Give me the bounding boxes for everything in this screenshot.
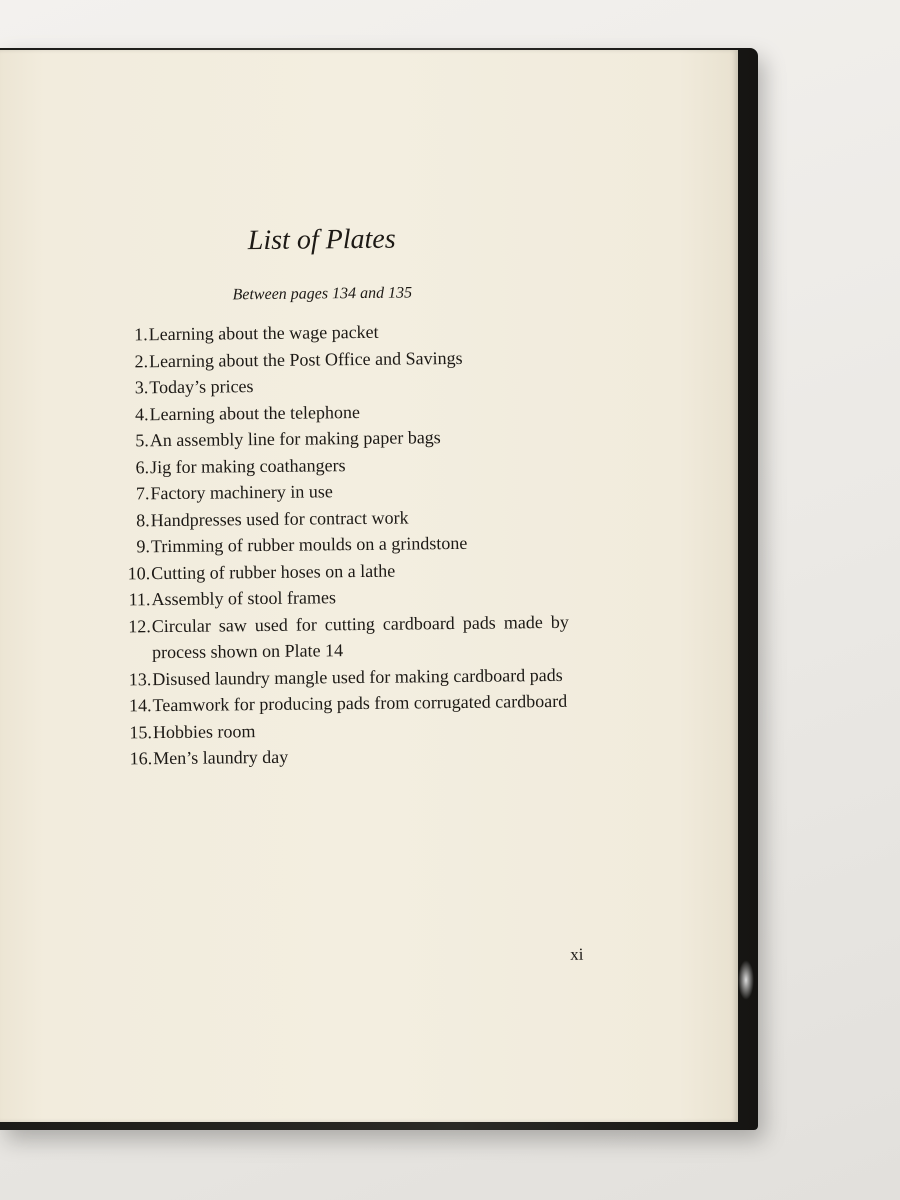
- plate-number: 15.: [129, 721, 152, 742]
- plate-caption: Learning about the wage packet: [148, 321, 379, 345]
- plate-item: [120, 741, 570, 772]
- plate-number: 8.: [136, 509, 150, 530]
- plates-list: [116, 317, 571, 772]
- plate-caption: Learning about the telephone: [149, 401, 361, 424]
- plate-caption: Jig for making coathangers: [150, 454, 346, 477]
- plate-number: 13.: [128, 668, 152, 689]
- page-content: [0, 46, 744, 1126]
- plate-number: 5.: [135, 430, 149, 451]
- plate-caption: Hobbies room: [152, 720, 256, 742]
- plate-number: 1.: [134, 324, 148, 345]
- plate-caption: An assembly line for making paper bags: [149, 427, 441, 451]
- plate-caption: Assembly of stool frames: [151, 587, 337, 610]
- plate-caption: Today’s prices: [149, 376, 254, 398]
- plate-number: 9.: [136, 536, 151, 557]
- plate-number: 6.: [135, 456, 150, 477]
- plate-number: 12.: [128, 615, 151, 636]
- page-subtitle: Between pages 134 and 135: [232, 284, 413, 304]
- plate-caption: Circular saw used for cutting cardboard pads made by process shown on Plate 14: [151, 611, 569, 663]
- plate-caption: Factory machinery in use: [150, 481, 333, 504]
- plate-caption: Teamwork for producing pads from corrugated cardboard: [152, 690, 568, 716]
- plate-number: 14.: [129, 695, 152, 716]
- plate-caption: Learning about the Post Office and Savings: [148, 347, 463, 371]
- page-number: xi: [570, 944, 584, 964]
- plate-caption: Cutting of rubber hoses on a lathe: [151, 560, 396, 583]
- book-page: [0, 50, 738, 1122]
- plate-number: 10.: [127, 562, 151, 583]
- plate-caption: Disused laundry mangle used for making cardboard pads: [152, 664, 563, 689]
- plate-caption: Trimming of rubber moulds on a grindstone: [150, 532, 468, 557]
- plate-number: 16.: [129, 748, 153, 769]
- plate-number: 2.: [134, 350, 149, 371]
- plate-caption: Men’s laundry day: [153, 746, 289, 769]
- plate-number: 11.: [128, 589, 151, 610]
- page-title: List of Plates: [247, 223, 396, 257]
- plate-number: 4.: [134, 403, 149, 424]
- plate-item: [119, 608, 570, 666]
- plate-number: 7.: [135, 483, 150, 504]
- plate-caption: Handpresses used for contract work: [150, 506, 409, 530]
- plate-number: 3.: [134, 377, 149, 398]
